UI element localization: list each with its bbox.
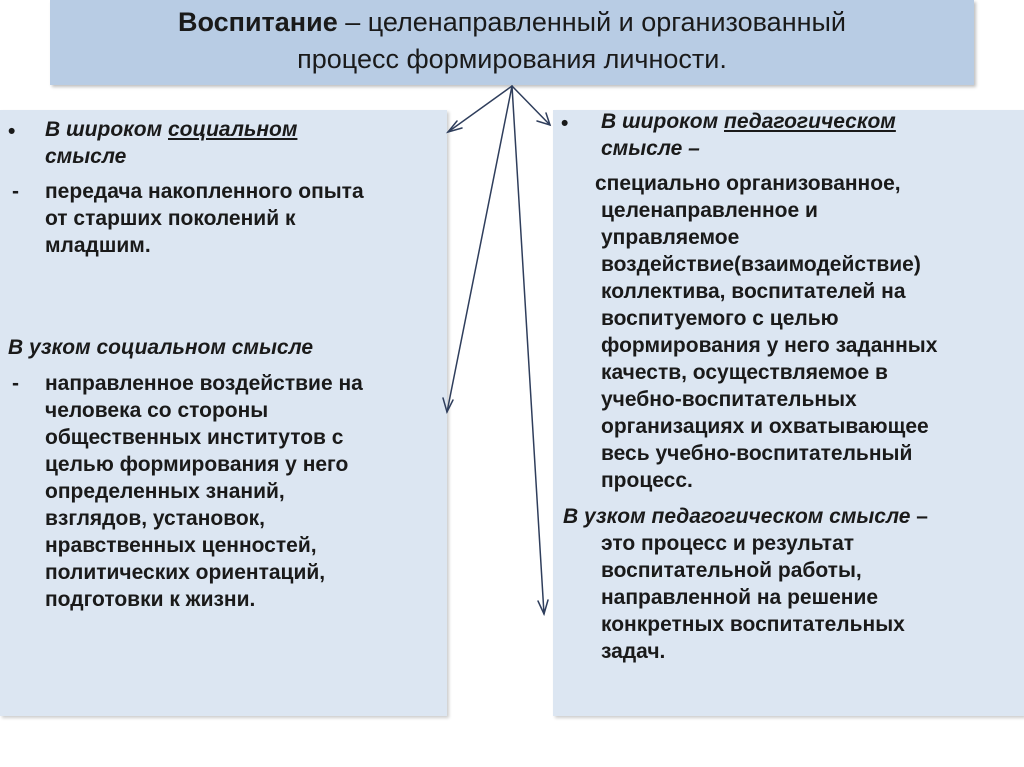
text-line: общественных институтов с	[45, 426, 344, 449]
text-line: направленной на решение	[601, 586, 879, 609]
text-line: политических ориентаций,	[45, 561, 326, 584]
text-line: конкретных воспитательных	[601, 613, 905, 636]
heading-underlined: социальном	[168, 118, 298, 141]
arrow-to-narrow-social	[447, 86, 512, 412]
text-line: процесс.	[601, 469, 693, 492]
arrow-to-narrow-pedagogical	[512, 86, 544, 614]
text-line: организациях и охватывающее	[601, 415, 929, 438]
dash: -	[12, 180, 19, 203]
text-line: это процесс и результат	[601, 532, 855, 555]
arrow-to-broad-social	[448, 86, 512, 132]
heading-dash: –	[910, 505, 928, 528]
heading-underlined: педагогическом	[724, 110, 896, 133]
text-line: задач.	[601, 640, 666, 663]
text-line: взглядов, установок,	[45, 507, 266, 530]
text-line: воспитательной работы,	[601, 559, 862, 582]
heading-text: В широком	[45, 118, 168, 141]
title-line-2: процесс формирования личности.	[297, 44, 727, 74]
text-line: от старших поколений к	[45, 207, 296, 230]
text-line: управляемое	[601, 226, 740, 249]
text-line: целенаправленное и	[601, 199, 818, 222]
text-line: младшим.	[45, 234, 151, 257]
narrow-social-heading: В узком социальном смысле	[8, 336, 314, 359]
title-term: Воспитание	[177, 7, 338, 37]
bullet: •	[8, 120, 16, 143]
heading-text: В узком педагогическом смысле	[563, 505, 911, 528]
arrow-to-broad-pedagogical	[512, 86, 550, 125]
heading-text-line2: смысле	[45, 145, 127, 168]
text-line: учебно-воспитательных	[601, 388, 857, 411]
broad-pedagogical-text-first: специально организованное,	[595, 172, 901, 195]
heading-text: В широком	[601, 110, 724, 133]
title-definition-part1: – целенаправленный и организованный	[337, 7, 847, 37]
text-line: качеств, осуществляемое в	[601, 361, 888, 384]
heading-text-line2: смысле –	[601, 137, 700, 160]
text-line: подготовки к жизни.	[45, 588, 256, 611]
text-line: человека со стороны	[45, 399, 269, 422]
text-line: воспитуемого с целью	[601, 307, 839, 330]
text-line: передача накопленного опыта	[45, 180, 364, 203]
text-line: формирования у него заданных	[601, 334, 938, 357]
text-line: коллектива, воспитателей на	[601, 280, 906, 303]
text-line: воздействие(взаимодействие)	[601, 253, 921, 276]
dash: -	[12, 372, 19, 395]
text-line: направленное воздействие на	[45, 372, 363, 395]
text-line: нравственных ценностей,	[45, 534, 317, 557]
bullet: •	[561, 112, 569, 135]
text-line: целью формирования у него	[45, 453, 349, 476]
text-line: определенных знаний,	[45, 480, 285, 503]
text-line: весь учебно-воспитательный	[601, 442, 913, 465]
